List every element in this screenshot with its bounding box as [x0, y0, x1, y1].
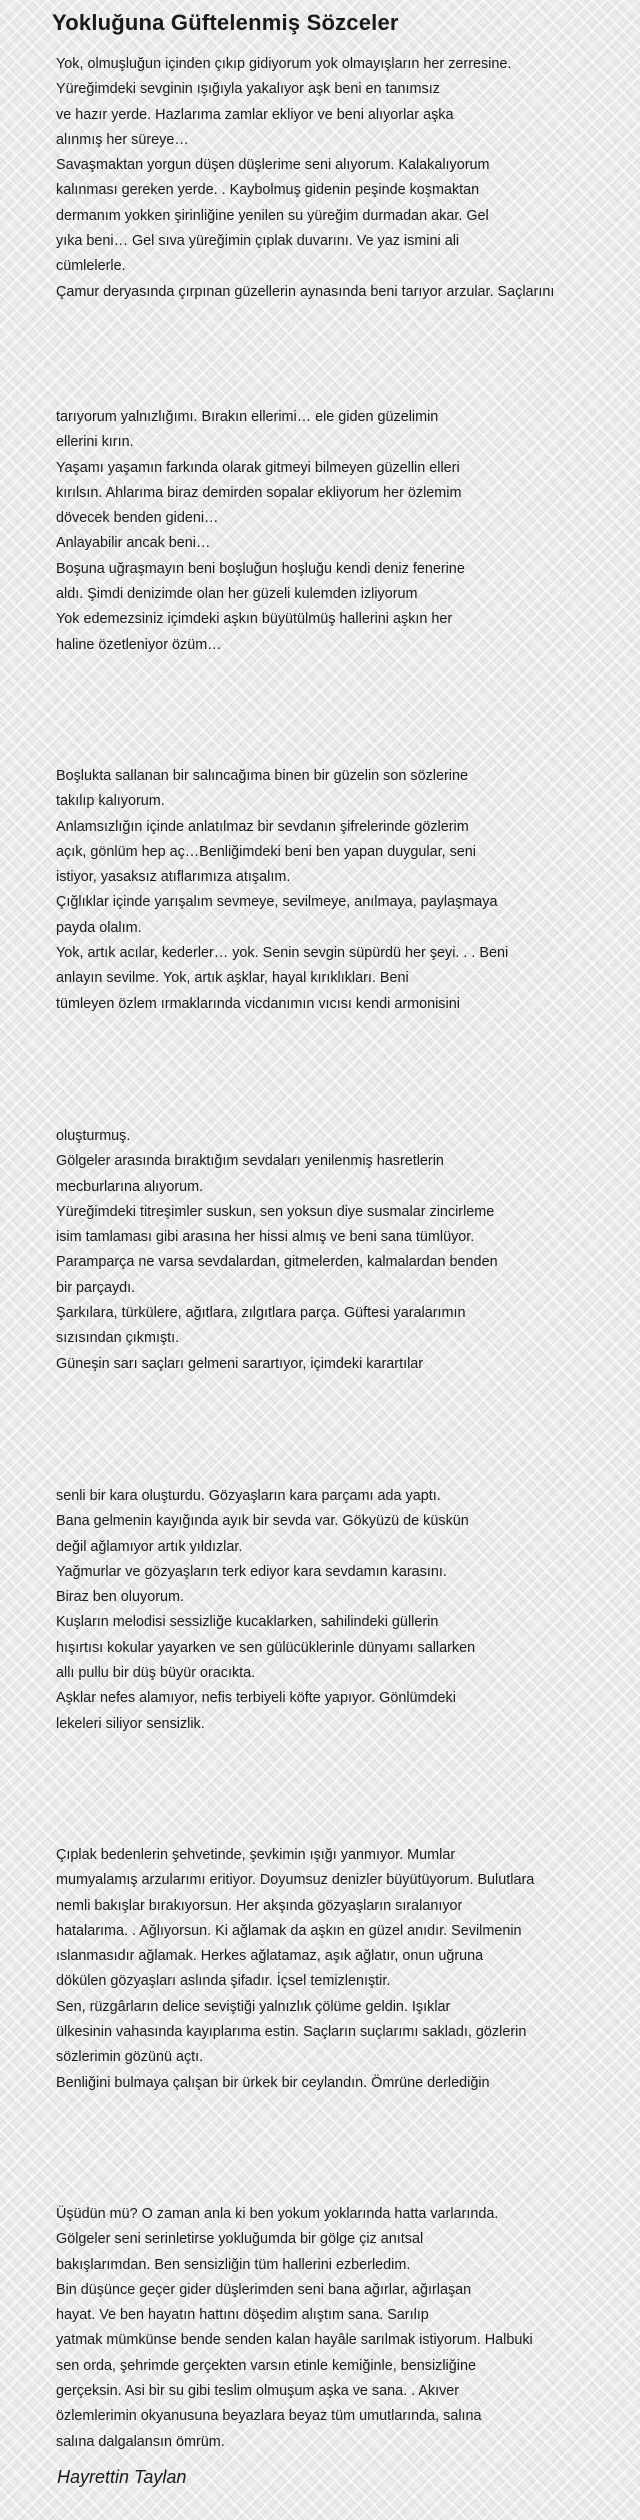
poem-line: ve hazır yerde. Hazlarıma zamlar ekliyor ve beni alıyorlar aşka [56, 106, 454, 123]
poem-line: Çıplak bedenlerin şehvetinde, şevkimin ışığı yanmıyor. Mumlar [56, 1847, 456, 1863]
poem-line: Yok, olmuşluğun içinden çıkıp gidiyorum yok olmayışların her zerresine. [56, 56, 512, 72]
poem-stanza [56, 405, 640, 658]
poem-stanza [56, 52, 640, 305]
poem-line: Gölgeler arasında bıraktığım sevdaları yenilenmiş hasretlerin [56, 1153, 444, 1170]
poem-line: takılıp kalıyorum. [56, 793, 165, 810]
poem-line: bir parçaydı. [56, 1279, 136, 1296]
poem-line: hatalarıma. . Ağlıyorsun. Ki ağlamak da aşkın en güzel anıdır. Sevilmenin [56, 1922, 522, 1939]
poem-line: oluşturmuş. [56, 1128, 131, 1144]
poem-stanza [56, 1124, 640, 1377]
poem-title: Yokluğuna Güftelenmiş Sözceler [52, 10, 399, 35]
poem-line: Üşüdün mü? O zaman anla ki ben yokum yoklarında hatta varlarında. [56, 2206, 499, 2222]
poem-line: lekeleri siliyor sensizlik. [56, 1715, 205, 1732]
poem-line: dökülen gözyaşları aslında şifadır. İçsel temizlenıştir. [56, 1973, 391, 1990]
poem-line: ellerini kırın. [56, 434, 134, 451]
poem-line: tarıyorum yalnızlığımı. Bırakın ellerimi… ele giden güzelimin [56, 409, 439, 425]
poem-line: kalınması gereken yerde. . Kaybolmuş gidenin peşinde koşmaktan [56, 182, 480, 199]
poem-line: senli bir kara oluşturdu. Gözyaşların kara parçamı ada yaptı. [56, 1488, 441, 1504]
poem-line: alınmış her süreye… [56, 131, 189, 148]
author-signature: Hayrettin Taylan [57, 2467, 187, 2487]
poem-line: sen orda, şehrimde gerçekten varsın etinle kemiğinle, bensizliğine [56, 2357, 476, 2374]
poem-line: Çamur deryasında çırpınan güzellerin aynasında beni tarıyor arzular. Saçlarını [56, 283, 555, 300]
poem-line: ülkesinin vahasında kayıplarıma estin. Saçların suçlarımı sakladı, gözlerin [56, 2024, 527, 2041]
poem-line: istiyor, yasaksız atıflarımıza atışalım. [56, 869, 291, 886]
poem-line: Boşlukta sallanan bir salıncağıma binen bir güzelin son sözlerine [56, 768, 468, 784]
poem-line: hışırtısı kokular yayarken ve sen gülücüklerinle dünyamı sallarken [56, 1639, 476, 1656]
poem-line: Biraz ben oluyorum. [56, 1589, 184, 1606]
poem-line: anlayın sevilme. Yok, artık aşklar, hayal kırıklıkları. Beni [56, 970, 409, 987]
poem-line: Savaşmaktan yorgun düşen düşlerime seni alıyorum. Kalakalıyorum [56, 157, 490, 174]
poem-line: bakışlarımdan. Ben sensizliğin tüm hallerini ezberledim. [56, 2256, 411, 2273]
poem-line: Yok, artık acılar, kederler… yok. Senin sevgin süpürdü her şeyi. . . Beni [56, 945, 509, 962]
poem-line: Yok edemezsiniz içimdeki aşkın büyütülmüş hallerini aşkın her [56, 611, 453, 628]
poem-line: Anlayabilir ancak beni… [56, 535, 211, 552]
poem-line: salına dalgalansın ömrüm. [56, 2433, 225, 2450]
poem-line: Anlamsızlığın içinde anlatılmaz bir sevdanın şifrelerinde gözlerim [56, 818, 469, 835]
poem-line: ıslanmasıdır ağlamak. Herkes ağlatamaz, aşık ağlatır, onun uğruna [56, 1948, 484, 1965]
poem-stanza [56, 1484, 640, 1737]
poem-line: dövecek benden gideni… [56, 510, 219, 527]
poem-line: aldı. Şimdi denizimde olan her güzeli kulemden izliyorum [56, 586, 418, 603]
poem-line: Yüreğimdeki titreşimler suskun, sen yoksun diye susmalar zincirleme [56, 1203, 495, 1220]
poem-line: Bana gelmenin kayığında ayık bir sevda var. Gökyüzü de küskün [56, 1513, 469, 1530]
poem-line: Aşklar nefes alamıyor, nefis terbiyeli köfte yapıyor. Gönlümdeki [56, 1690, 456, 1707]
poem-line: Yaşamı yaşamın farkında olarak gitmeyi bilmeyen güzellin elleri [56, 459, 460, 476]
poem-line: yatmak mümkünse bende senden kalan hayâle sarılmak istiyorum. Halbuki [56, 2332, 533, 2349]
poem-line: mumyalamış arzularımı eritiyor. Doyumsuz denizler büyütüyorum. Bulutlara [56, 1872, 535, 1889]
poem-line: kırılsın. Ahlarıma biraz demirden sopalar ekliyorum her özlemim [56, 484, 462, 501]
poem-line: Güneşin sarı saçları gelmeni sarartıyor, içimdeki karartılar [56, 1355, 424, 1372]
poem-line: değil ağlamıyor artık yıldızlar. [56, 1538, 243, 1555]
poem-line: yıka beni… Gel sıva yüreğimin çıplak duvarını. Ve yaz ismini ali [56, 233, 460, 250]
poem-line: tümleyen özlem ırmaklarında vicdanımın vıcısı kendi armonisini [56, 995, 460, 1012]
poem-line: haline özetleniyor özüm… [56, 636, 222, 653]
poem-line: özlemlerimin okyanusuna beyazlara beyaz tüm umutlarında, salına [56, 2408, 482, 2425]
poem-line: Çığlıklar içinde yarışalım sevmeye, sevilmeye, anılmaya, paylaşmaya [56, 894, 498, 911]
poem-line: allı pullu bir düş büyür oracıkta. [56, 1665, 256, 1682]
poem-line: Yağmurlar ve gözyaşların terk ediyor kara sevdamın karasını. [56, 1563, 447, 1580]
poem-line: açık, gönlüm hep aç…Benliğimdeki beni ben yapan duygular, seni [56, 843, 476, 860]
poem-line: Yüreğimdeki sevginin ışığıyla yakalıyor aşk beni en tanımsız [56, 81, 440, 98]
poem-stanza [56, 764, 640, 1017]
poem-line: Bin düşünce geçer gider düşlerimden seni bana ağırlar, ağırlaşan [56, 2281, 472, 2298]
poem-line: hayat. Ve ben hayatın hattını döşedim alıştım sana. Sarılıp [56, 2307, 429, 2324]
poem-line: Boşuna uğraşmayın beni boşluğun hoşluğu kendi deniz fenerine [56, 560, 465, 577]
poem-line: payda olalım. [56, 919, 142, 936]
poem-line: sözlerimin gözünü açtı. [56, 2049, 204, 2066]
poem-line: Gölgeler seni serinletirse yokluğumda bir gölge çiz anıtsal [56, 2231, 424, 2248]
poem-line: dermanım yokken şirinliğine yenilen su yüreğim durmadan akar. Gel [56, 207, 489, 224]
poem-line: Benliğini bulmaya çalışan bir ürkek bir ceylandın. Ömrüne derlediğin [56, 2074, 490, 2091]
poem-stanza [56, 2202, 640, 2455]
poem-line: sızısından çıkmıştı. [56, 1330, 180, 1347]
poem-line: cümlelerle. [56, 258, 126, 275]
poem-line: gerçeksin. Asi bir su gibi teslim olmuşum aşka ve sana. . Akıver [56, 2383, 460, 2400]
poem-line: Şarkılara, türkülere, ağıtlara, zılgıtlara parça. Güftesi yaralarımın [56, 1305, 466, 1322]
poem-line: isim tamlaması gibi arasına her hissi almış ve beni sana tümlüyor. [56, 1229, 475, 1246]
poem-stanza [56, 1843, 640, 2096]
poem-line: Paramparça ne varsa sevdalardan, gitmelerden, kalmalardan benden [56, 1254, 498, 1271]
poem-line: Kuşların melodisi sessizliğe kucaklarken, sahilindeki güllerin [56, 1614, 439, 1631]
poem-line: nemli bakışlar bırakıyorsun. Her akşında gözyaşların sıralanıyor [56, 1897, 463, 1914]
poem-line: Sen, rüzgârların delice seviştiği yalnızlık çölüme geldin. Işıklar [56, 1998, 451, 2015]
poem-line: mecburlarına alıyorum. [56, 1178, 204, 1195]
